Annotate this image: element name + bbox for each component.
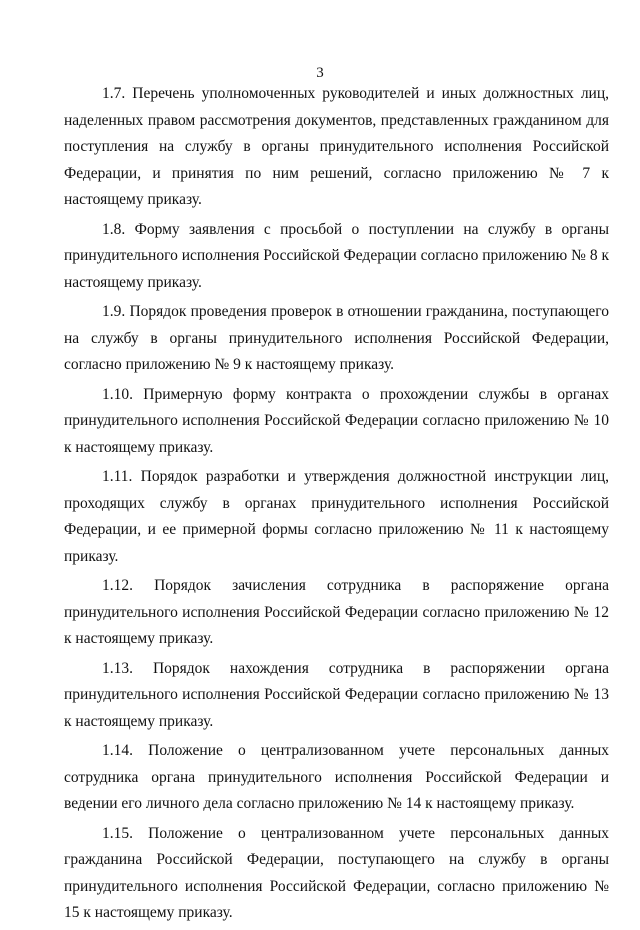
paragraph-text: Порядок зачисления сотрудника в распоряжение органа принудительного исполнения Российской Федерации согласно приложению № 12 к настоящему приказу. [64,577,609,647]
paragraph-text: Положение о централизованном учете персональных данных гражданина Российской Федерации, поступающего на службу в органы принудительного исполнения Российской Федерации, согласно приложению № 15 к настоящему приказу. [64,824,610,921]
document-body [64,81,609,930]
paragraph-1-12 [64,573,609,653]
paragraph-number: 1.8. [102,220,126,238]
paragraph-1-13 [64,656,609,736]
paragraph-text: Порядок нахождения сотрудника в распоряжении органа принудительного исполнения Российской Федерации согласно приложению № 13 к настоящему приказу. [64,659,609,730]
paragraph-text: Перечень уполномоченных руководителей и иных должностных лиц, наделенных правом рассмотрения документов, представленных гражданином для поступления на службу в органы принудительного исполнения Российской Федерации, и принятия по ним решений, согласно приложению № 7 к настоящему приказу. [64,85,610,208]
paragraph-1-14 [64,738,609,818]
paragraph-1-10 [64,382,609,462]
paragraph-number: 1.11. [102,468,133,485]
paragraph-number: 1.7. [102,85,126,102]
paragraph-text: Форму заявления с просьбой о поступлении на службу в органы принудительного исполнения Российской Федерации согласно приложению № 8 к настоящему приказу. [64,220,610,291]
paragraph-1-15 [64,821,609,927]
paragraph-text: Порядок проведения проверок в отношении гражданина, поступающего на службу в органы принудительного исполнения Российской Федерации, согласно приложению № 9 к настоящему приказу. [64,303,610,373]
paragraph-number: 1.15. [102,824,133,842]
paragraph-1-11 [64,464,609,570]
paragraph-1-7 [64,81,609,214]
paragraph-1-8 [64,217,609,297]
paragraph-number: 1.14. [102,742,133,759]
paragraph-number: 1.13. [102,659,133,677]
paragraph-text: Примерную форму контракта о прохождении службы в органах принудительного исполнения Российской Федерации согласно приложению № 10 к настоящему приказу. [64,385,609,456]
paragraph-number: 1.12. [102,577,133,594]
paragraph-text: Положение о централизованном учете персональных данных сотрудника органа принудительного исполнения Российской Федерации и ведении его личного дела согласно приложению № 14 к настоящему приказу. [64,742,610,812]
paragraph-text: Порядок разработки и утверждения должностной инструкции лиц, проходящих службу в органах принудительного исполнения Российской Федерации, и ее примерной формы согласно приложению № 11 к настоящему приказу. [64,468,609,565]
paragraph-number: 1.9. [102,303,126,320]
page-number: 3 [316,65,324,81]
paragraph-number: 1.10. [102,385,133,403]
paragraph-1-9 [64,299,609,379]
